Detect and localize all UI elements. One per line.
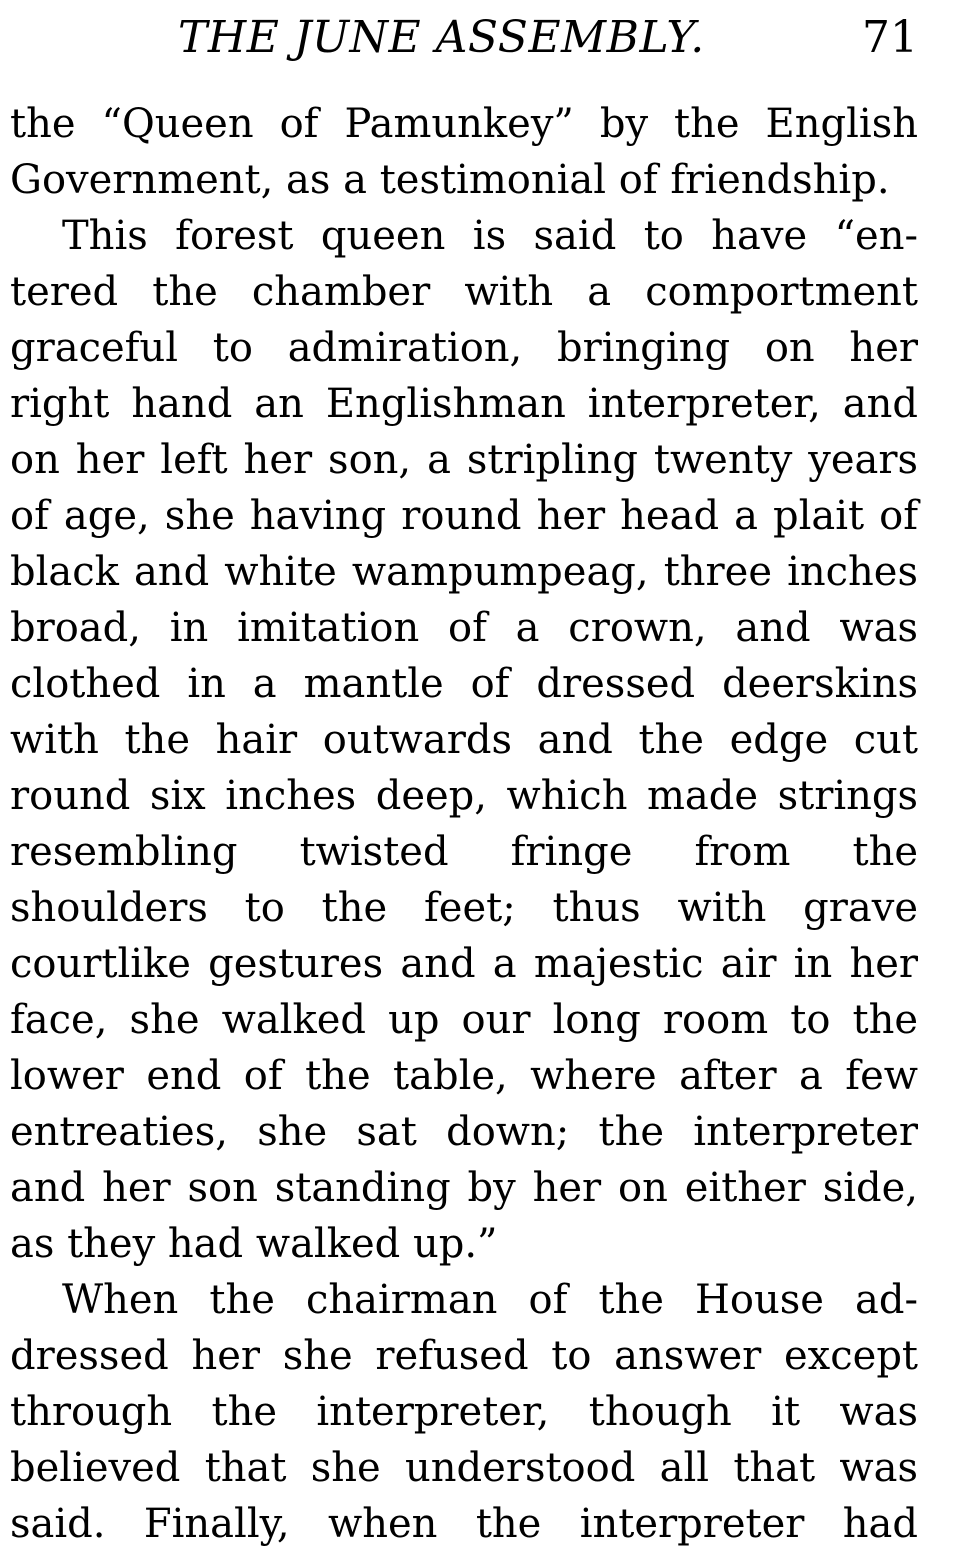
body-text bbox=[10, 96, 918, 1552]
text-line: as they had walked up.” bbox=[10, 1221, 498, 1267]
book-page bbox=[10, 0, 918, 1554]
text-line: graceful to admiration, bringing on her bbox=[10, 325, 918, 371]
text-line: with the hair outwards and the edge cut bbox=[10, 717, 918, 763]
text-line: face, she walked up our long room to the bbox=[10, 997, 918, 1043]
text-line: When the chairman of the House ad- bbox=[62, 1277, 918, 1323]
text-line: on her left her son, a stripling twenty years bbox=[10, 437, 918, 483]
text-line: Government, as a testimonial of friendship. bbox=[10, 157, 890, 203]
text-line: broad, in imitation of a crown, and was bbox=[10, 605, 918, 651]
text-line: said. Finally, when the interpreter had bbox=[10, 1501, 918, 1547]
text-line: This forest queen is said to have “en- bbox=[62, 213, 918, 259]
text-line: courtlike gestures and a majestic air in her bbox=[10, 941, 918, 987]
text-line: right hand an Englishman interpreter, and bbox=[10, 381, 918, 427]
text-line: round six inches deep, which made strings bbox=[10, 773, 918, 819]
text-line: the “Queen of Pamunkey” by the English bbox=[10, 101, 918, 147]
text-line: and her son standing by her on either side, bbox=[10, 1165, 918, 1211]
text-line: lower end of the table, where after a few bbox=[10, 1053, 918, 1099]
text-line: black and white wampumpeag, three inches bbox=[10, 549, 918, 595]
text-line: tered the chamber with a comportment bbox=[10, 269, 918, 315]
text-line: clothed in a mantle of dressed deerskins bbox=[10, 661, 918, 707]
running-title: THE JUNE ASSEMBLY. bbox=[178, 12, 705, 63]
text-line: entreaties, she sat down; the interpreter bbox=[10, 1109, 918, 1155]
text-line: resembling twisted fringe from the bbox=[10, 829, 918, 875]
text-line: dressed her she refused to answer except bbox=[10, 1333, 918, 1379]
text-line: through the interpreter, though it was bbox=[10, 1389, 918, 1435]
text-line: of age, she having round her head a plait of bbox=[10, 493, 918, 539]
running-head bbox=[10, 0, 918, 84]
page-number: 71 bbox=[862, 12, 918, 63]
text-line: shoulders to the feet; thus with grave bbox=[10, 885, 918, 931]
text-line: believed that she understood all that was bbox=[10, 1445, 918, 1491]
